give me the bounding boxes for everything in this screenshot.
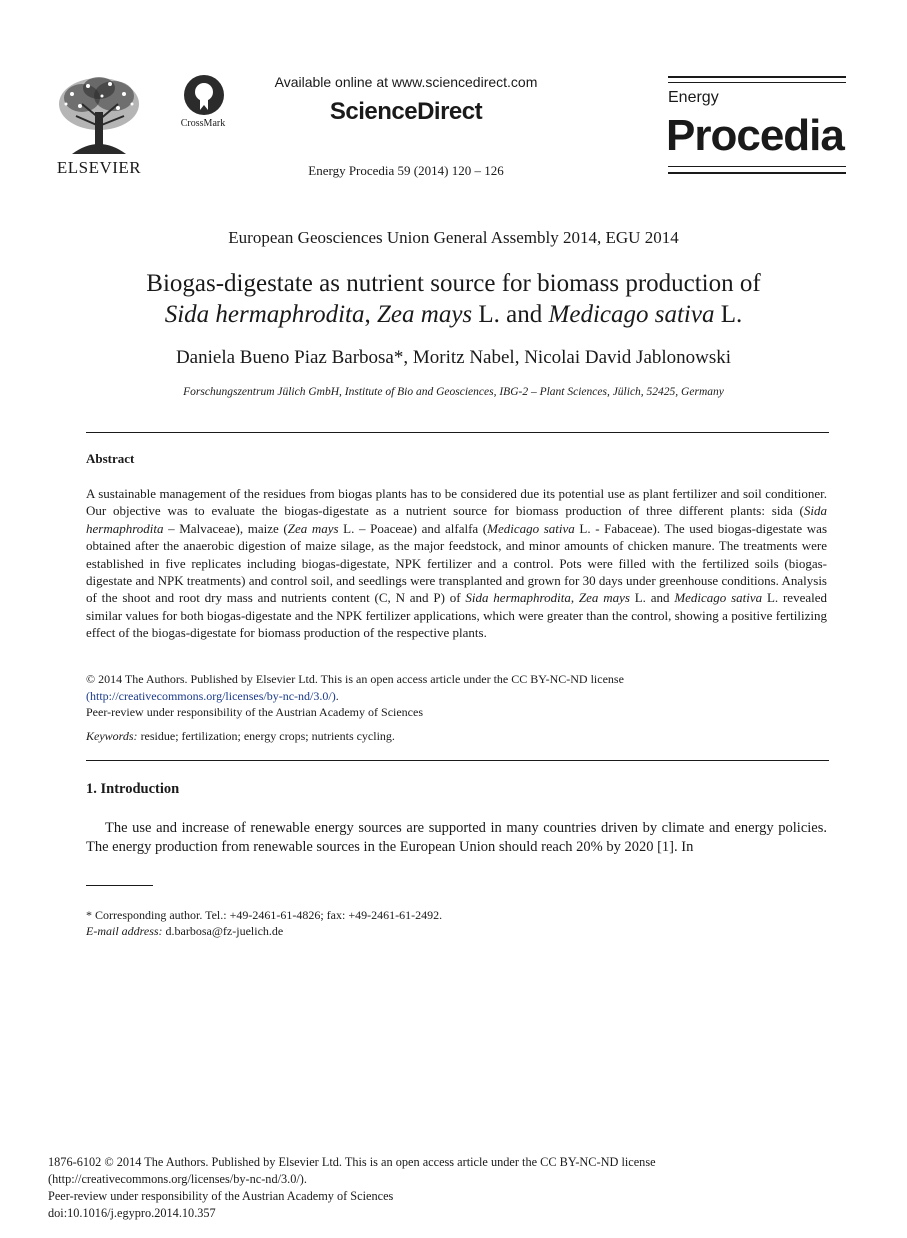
abstract-species: Medicago sativa [487,520,575,536]
title-line-1: Biogas-digestate as nutrient source for biomass production of [146,270,761,297]
introduction-text: The use and increase of renewable energy sources are supported in many countries driven by climate and energy policies. The energy production from renewable sources in the European Union should reach 20% by 2020 [1]. In [86,820,827,855]
license-line: © 2014 The Authors. Published by Elsevier Ltd. This is an open access article under the CC BY-NC-ND license [86,672,624,686]
masthead-rule-bottom-thin [668,166,846,167]
issn-copyright-line: 1876-6102 © 2014 The Authors. Published by Elsevier Ltd. This is an open access article under the CC BY-NC-ND license [48,1155,656,1169]
footer-peer-review: Peer-review under responsibility of the Austrian Academy of Sciences [48,1189,394,1203]
tree-icon [52,74,146,158]
peer-review-line: Peer-review under responsibility of the Austrian Academy of Sciences [86,705,423,719]
journal-name-procedia: Procedia [666,111,844,160]
available-online-text: Available online at www.sciencedirect.com [274,74,538,90]
title-species-2: Zea mays [377,301,473,328]
email-line [86,923,827,939]
title-line-2 [40,299,867,330]
license-link[interactable]: (http://creativecommons.org/licenses/by-nc-nd/3.0/) [86,688,336,703]
section-heading-introduction: 1. Introduction [86,781,180,797]
abstract-heading: Abstract [86,451,135,466]
abstract-species: Medicago sativa [674,590,763,606]
affiliation: Forschungszentrum Jülich GmbH, Institute of Bio and Geosciences, IBG-2 – Plant Sciences, Jülich, 52425, Germany [183,386,724,398]
abstract-segment: L. and [629,590,675,606]
abstract-text [86,485,827,642]
sciencedirect-logo: ScienceDirect [329,98,483,125]
crossmark-label: CrossMark [180,118,226,129]
masthead-rule-bottom [668,172,846,174]
corresponding-author: * Corresponding author. Tel.: +49-2461-61-4826; fax: +49-2461-61-2492. [86,908,443,922]
title-species-1: Sida hermaphrodita [164,301,365,328]
abstract-segment: L. - Fabaceae). The used biogas-digestate was obtained after the anaerobic digestion of maize silage, as the major feedstock, and minor amounts of chicken manure. The treatments were established in five replicates including biogas-digestate, NPK fertilizer and a control. Pots were filled with the fertilized soils (biogas-digestate and NPK treatments) and control soil, and seedlings were transplanted and grown for 30 days under greenhouse conditions. Analysis of the shoot and root dry mass and nutrients content (C, N and P) of [86,520,828,606]
abstract-species: Zea mays [287,520,339,536]
keywords-text: residue; fertilization; energy crops; nutrients cycling. [137,729,395,743]
conference-name: European Geosciences Union General Assembly 2014, EGU 2014 [228,228,679,247]
journal-name-energy: Energy [668,89,719,106]
email-address[interactable]: d.barbosa@fz-juelich.de [162,924,284,938]
publisher-name: ELSEVIER [56,158,142,177]
doi[interactable]: doi:10.1016/j.egypro.2014.10.357 [48,1206,216,1220]
masthead-rule-top [668,76,846,78]
copyright-footer [48,1154,868,1222]
abstract-species: Sida hermaphrodita [86,503,827,536]
keywords-label: Keywords: [86,729,138,743]
abstract-segment: , [570,590,579,606]
divider-top [86,432,829,433]
divider-bottom [86,760,829,761]
journal-reference: Energy Procedia 59 (2014) 120 – 126 [308,163,504,178]
abstract-segment: L. – Poaceae) and alfalfa ( [338,520,488,536]
footnote [86,907,827,939]
abstract-species: Zea mays [578,590,630,606]
abstract-segment: – Malvaceae), maize ( [163,520,288,536]
paper-title [40,268,867,330]
footnote-rule [86,885,153,886]
license-link-line [86,688,827,705]
title-species-3: Medicago sativa [548,301,715,328]
masthead-rule-top-thin [668,82,846,83]
license-link-end: . [335,688,339,703]
license-statement [86,671,827,721]
keywords [86,729,827,744]
footer-license-link[interactable]: (http://creativecommons.org/licenses/by-nc-nd/3.0/). [48,1172,307,1186]
abstract-species: Sida hermaphrodita [465,590,571,606]
title-end: L. [714,301,743,328]
abstract-segment: L. revealed similar values for both biogas-digestate and the NPK fertilizer applications, which were greater than the control, showing a positive fertilizing effect of the biogas-digestate for biomass production of the respective plants. [86,590,827,641]
title-separator: L. and [472,301,549,328]
email-label: E-mail address: [86,924,163,938]
author-list: Daniela Bueno Piaz Barbosa*, Moritz Nabel, Nicolai David Jablonowski [175,347,732,368]
crossmark-icon [181,74,227,118]
abstract-segment: A sustainable management of the residues from biogas plants has to be considered due its potential use as plant fertilizer and soil conditioner. Our objective was to evaluate the biogas-digestate as a nutrient source for biomass production of three different plants: sida ( [86,486,827,519]
title-separator: , [364,301,378,328]
